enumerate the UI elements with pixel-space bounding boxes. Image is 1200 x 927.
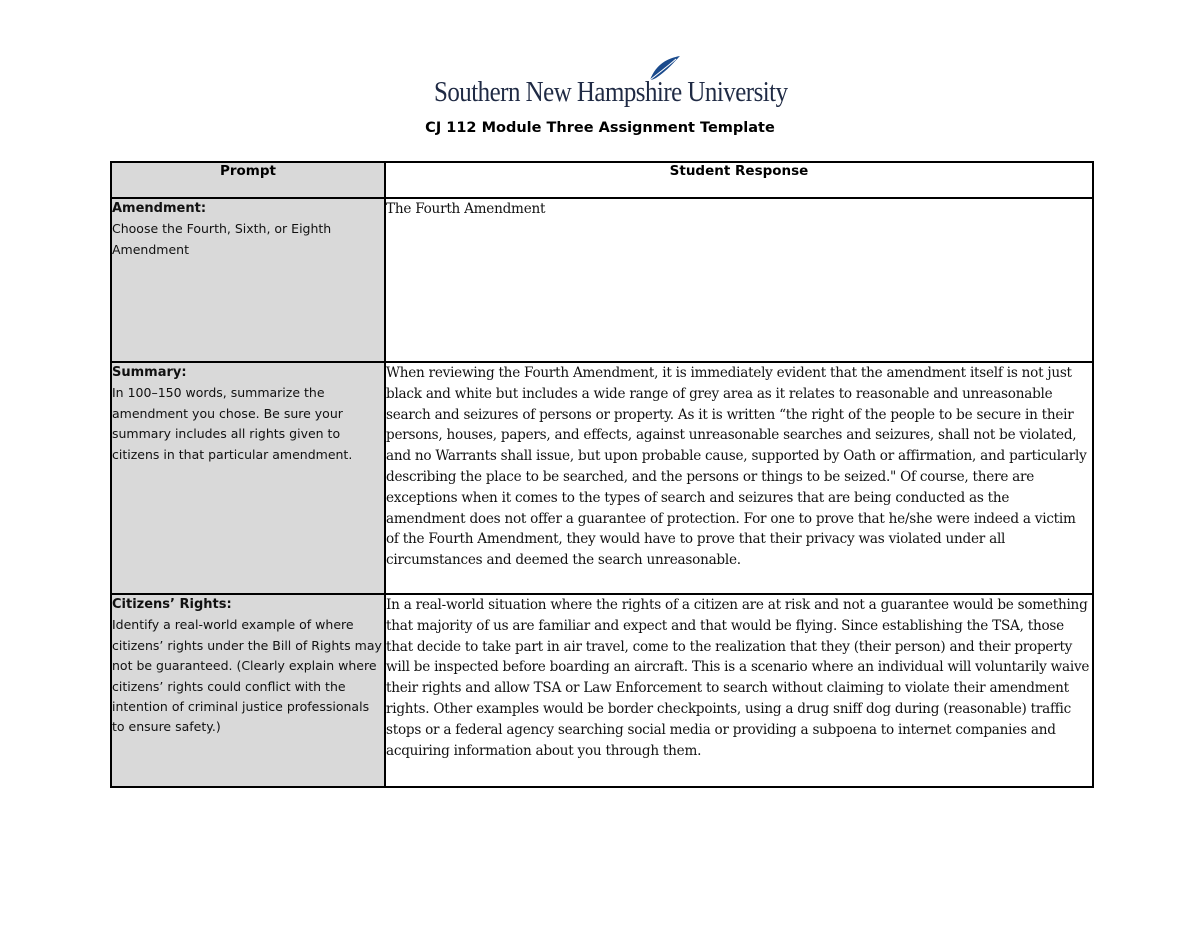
university-logo	[434, 54, 788, 108]
prompt-label: Citizens’ Rights:	[112, 597, 232, 612]
prompt-description: In 100–150 words, summarize the amendment you chose. Be sure your summary includes all rights given to citizens in that particular amendment.	[112, 385, 353, 462]
assignment-table	[110, 161, 1094, 788]
prompt-cell	[111, 198, 385, 362]
response-cell: When reviewing the Fourth Amendment, it is immediately evident that the amendment itself is not just black and white but includes a wide range of grey area as it relates to reasonable and unreasonable search and seizures of persons or property. As it is written “the right of the people to be secure in their persons, houses, papers, and effects, against unreasonable searches and seizures, shall not be violated, and no Warrants shall issue, but upon probable cause, supported by Oath or affirmation, and particularly describing the place to be searched, and the persons or things to be seized." Of course, there are exceptions when it comes to the types of search and seizures that are being conducted as the amendment does not offer a guarantee of protection. For one to prove that he/she were indeed a victim of the Fourth Amendment, they would have to prove that their privacy was violated under all circumstances and deemed the search unreasonable.	[385, 362, 1093, 594]
response-cell: In a real-world situation where the rights of a citizen are at risk and not a guarantee would be something that majority of us are familiar and expect and that would be flying. Since establishing the TSA, those that decide to take part in air travel, come to the realization that they (their person) and their property will be inspected before boarding an aircraft. This is a scenario where an individual will voluntarily waive their rights and allow TSA or Law Enforcement to search without claiming to violate their amendment rights. Other examples would be border checkpoints, using a drug sniff dog during (reasonable) traffic stops or a federal agency searching social media or providing a subpoena to internet companies and acquiring information about you through them.	[385, 594, 1093, 787]
table-header-row	[111, 162, 1093, 198]
prompt-column-header: Prompt	[111, 162, 385, 198]
table-row	[111, 198, 1093, 362]
response-column-header: Student Response	[385, 162, 1093, 198]
prompt-cell	[111, 594, 385, 787]
prompt-description: Identify a real-world example of where citizens’ rights under the Bill of Rights may not be guaranteed. (Clearly explain where citizens’ rights could conflict with the intention of criminal justice professionals to ensure safety.)	[112, 617, 382, 735]
table-row	[111, 362, 1093, 594]
prompt-label: Amendment:	[112, 201, 207, 216]
prompt-label: Summary:	[112, 365, 187, 380]
table-row	[111, 594, 1093, 787]
university-name: Southern New Hampshire University	[434, 76, 788, 108]
document-title: CJ 112 Module Three Assignment Template	[425, 120, 775, 136]
prompt-cell	[111, 362, 385, 594]
response-cell: The Fourth Amendment	[385, 198, 1093, 362]
prompt-description: Choose the Fourth, Sixth, or Eighth Amendment	[112, 221, 332, 257]
